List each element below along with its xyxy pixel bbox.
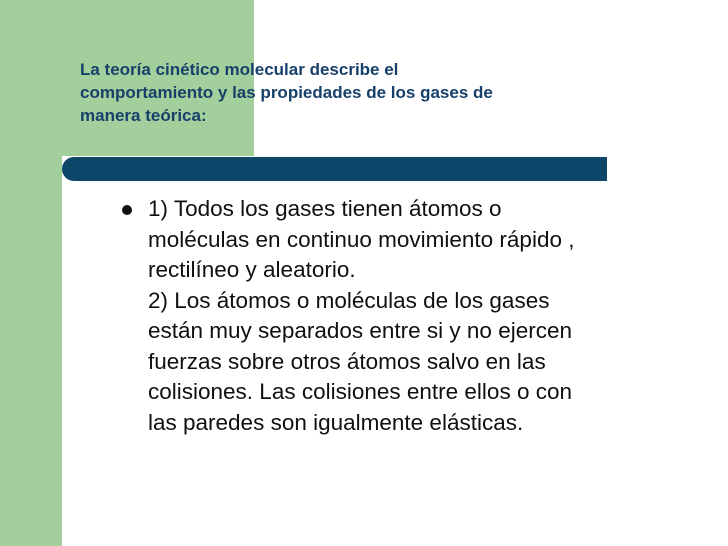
bullet-line: colisiones. Las colisiones entre ellos o con	[148, 379, 572, 404]
title-line: La teoría cinético molecular describe el	[80, 60, 399, 79]
bullet-line: moléculas en continuo movimiento rápido ,	[148, 226, 575, 252]
bullet-line: las paredes son igualmente elásticas.	[148, 409, 524, 435]
bullet-line: 1) Todos los gases tienen átomos o	[148, 196, 502, 221]
bullet-dot-icon	[122, 205, 132, 215]
bullet-item	[118, 194, 718, 438]
title-divider-bar	[62, 157, 607, 181]
bullet-list	[118, 194, 718, 438]
bullet-line: fuerzas sobre otros átomos salvo en las	[148, 348, 546, 374]
bullet-line: rectilíneo y aleatorio.	[148, 257, 356, 282]
bullet-line: 2) Los átomos o moléculas de los gases	[148, 287, 550, 313]
title-line: manera teórica:	[80, 106, 207, 125]
bullet-line: están muy separados entre si y no ejercen	[148, 318, 572, 343]
slide-title	[80, 58, 690, 127]
title-line: comportamiento y las propiedades de los gases de	[80, 83, 493, 102]
